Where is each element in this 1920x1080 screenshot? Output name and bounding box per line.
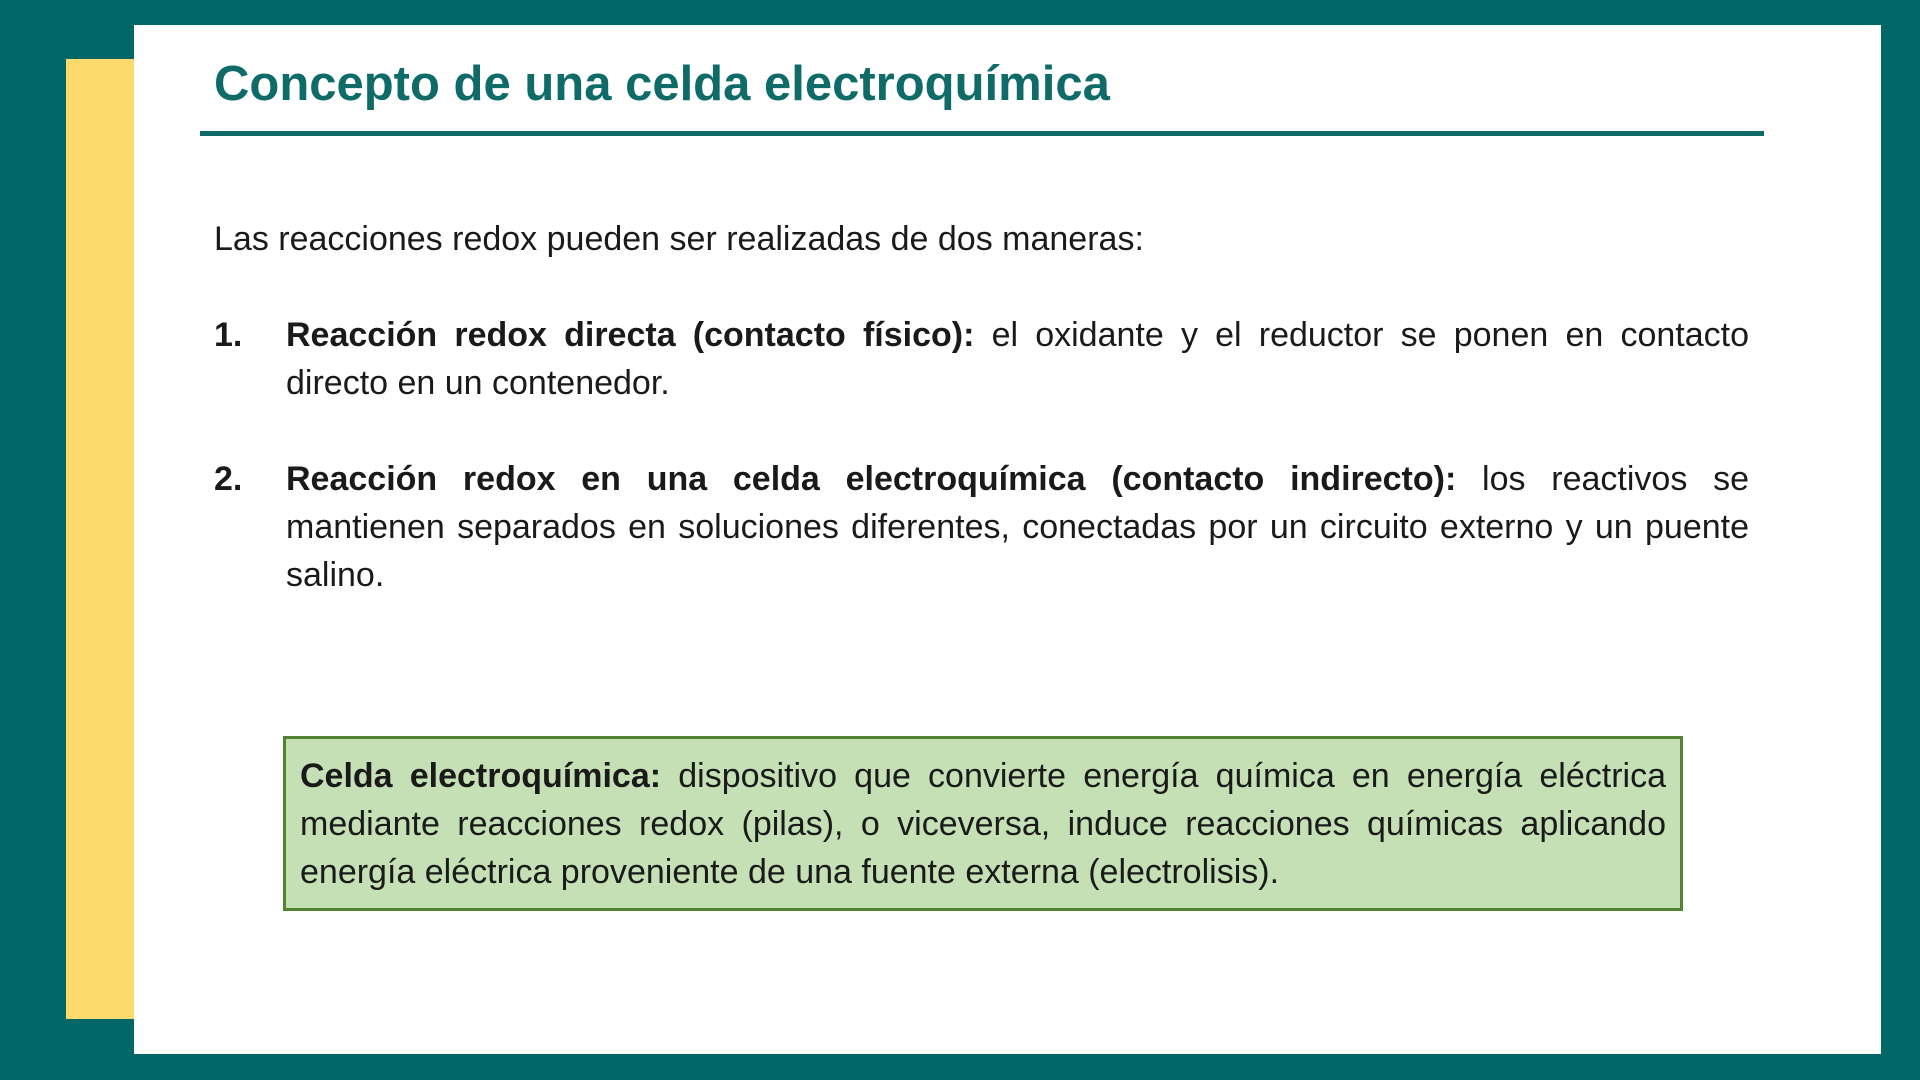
definition-box [283,736,1683,911]
definition-text: dispositivo que convierte energía química en energía eléctrica mediante reacciones redox (pilas), o viceversa, induce reacciones químicas aplicando energía eléctrica proveniente de una fuente externa (electrolisis). [300,757,1666,891]
accent-bar [66,59,134,1019]
slide-body [214,215,1749,647]
list-item-number: 1. [214,316,243,354]
slide-canvas [134,25,1881,1054]
list-item [214,311,1749,407]
intro-text: Las reacciones redox pueden ser realizadas de dos maneras: [214,220,1144,258]
list-item-term: Reacción redox en una celda electroquímica (contacto indirecto): [286,460,1457,498]
list-item-text: el oxidante y el reductor se ponen en contacto directo en un contenedor. [286,316,1749,402]
definition-term: Celda electroquímica: [300,757,662,795]
list-item [214,455,1749,599]
title-underline [200,131,1764,136]
list-item-text: los reactivos se mantienen separados en soluciones diferentes, conectadas por un circuito externo y un puente salino. [286,460,1749,594]
list-item-term: Reacción redox directa (contacto físico): [286,316,975,354]
slide-title: Concepto de una celda electroquímica [214,57,1110,111]
list-item-number: 2. [214,460,243,498]
redox-methods-list [214,311,1749,599]
